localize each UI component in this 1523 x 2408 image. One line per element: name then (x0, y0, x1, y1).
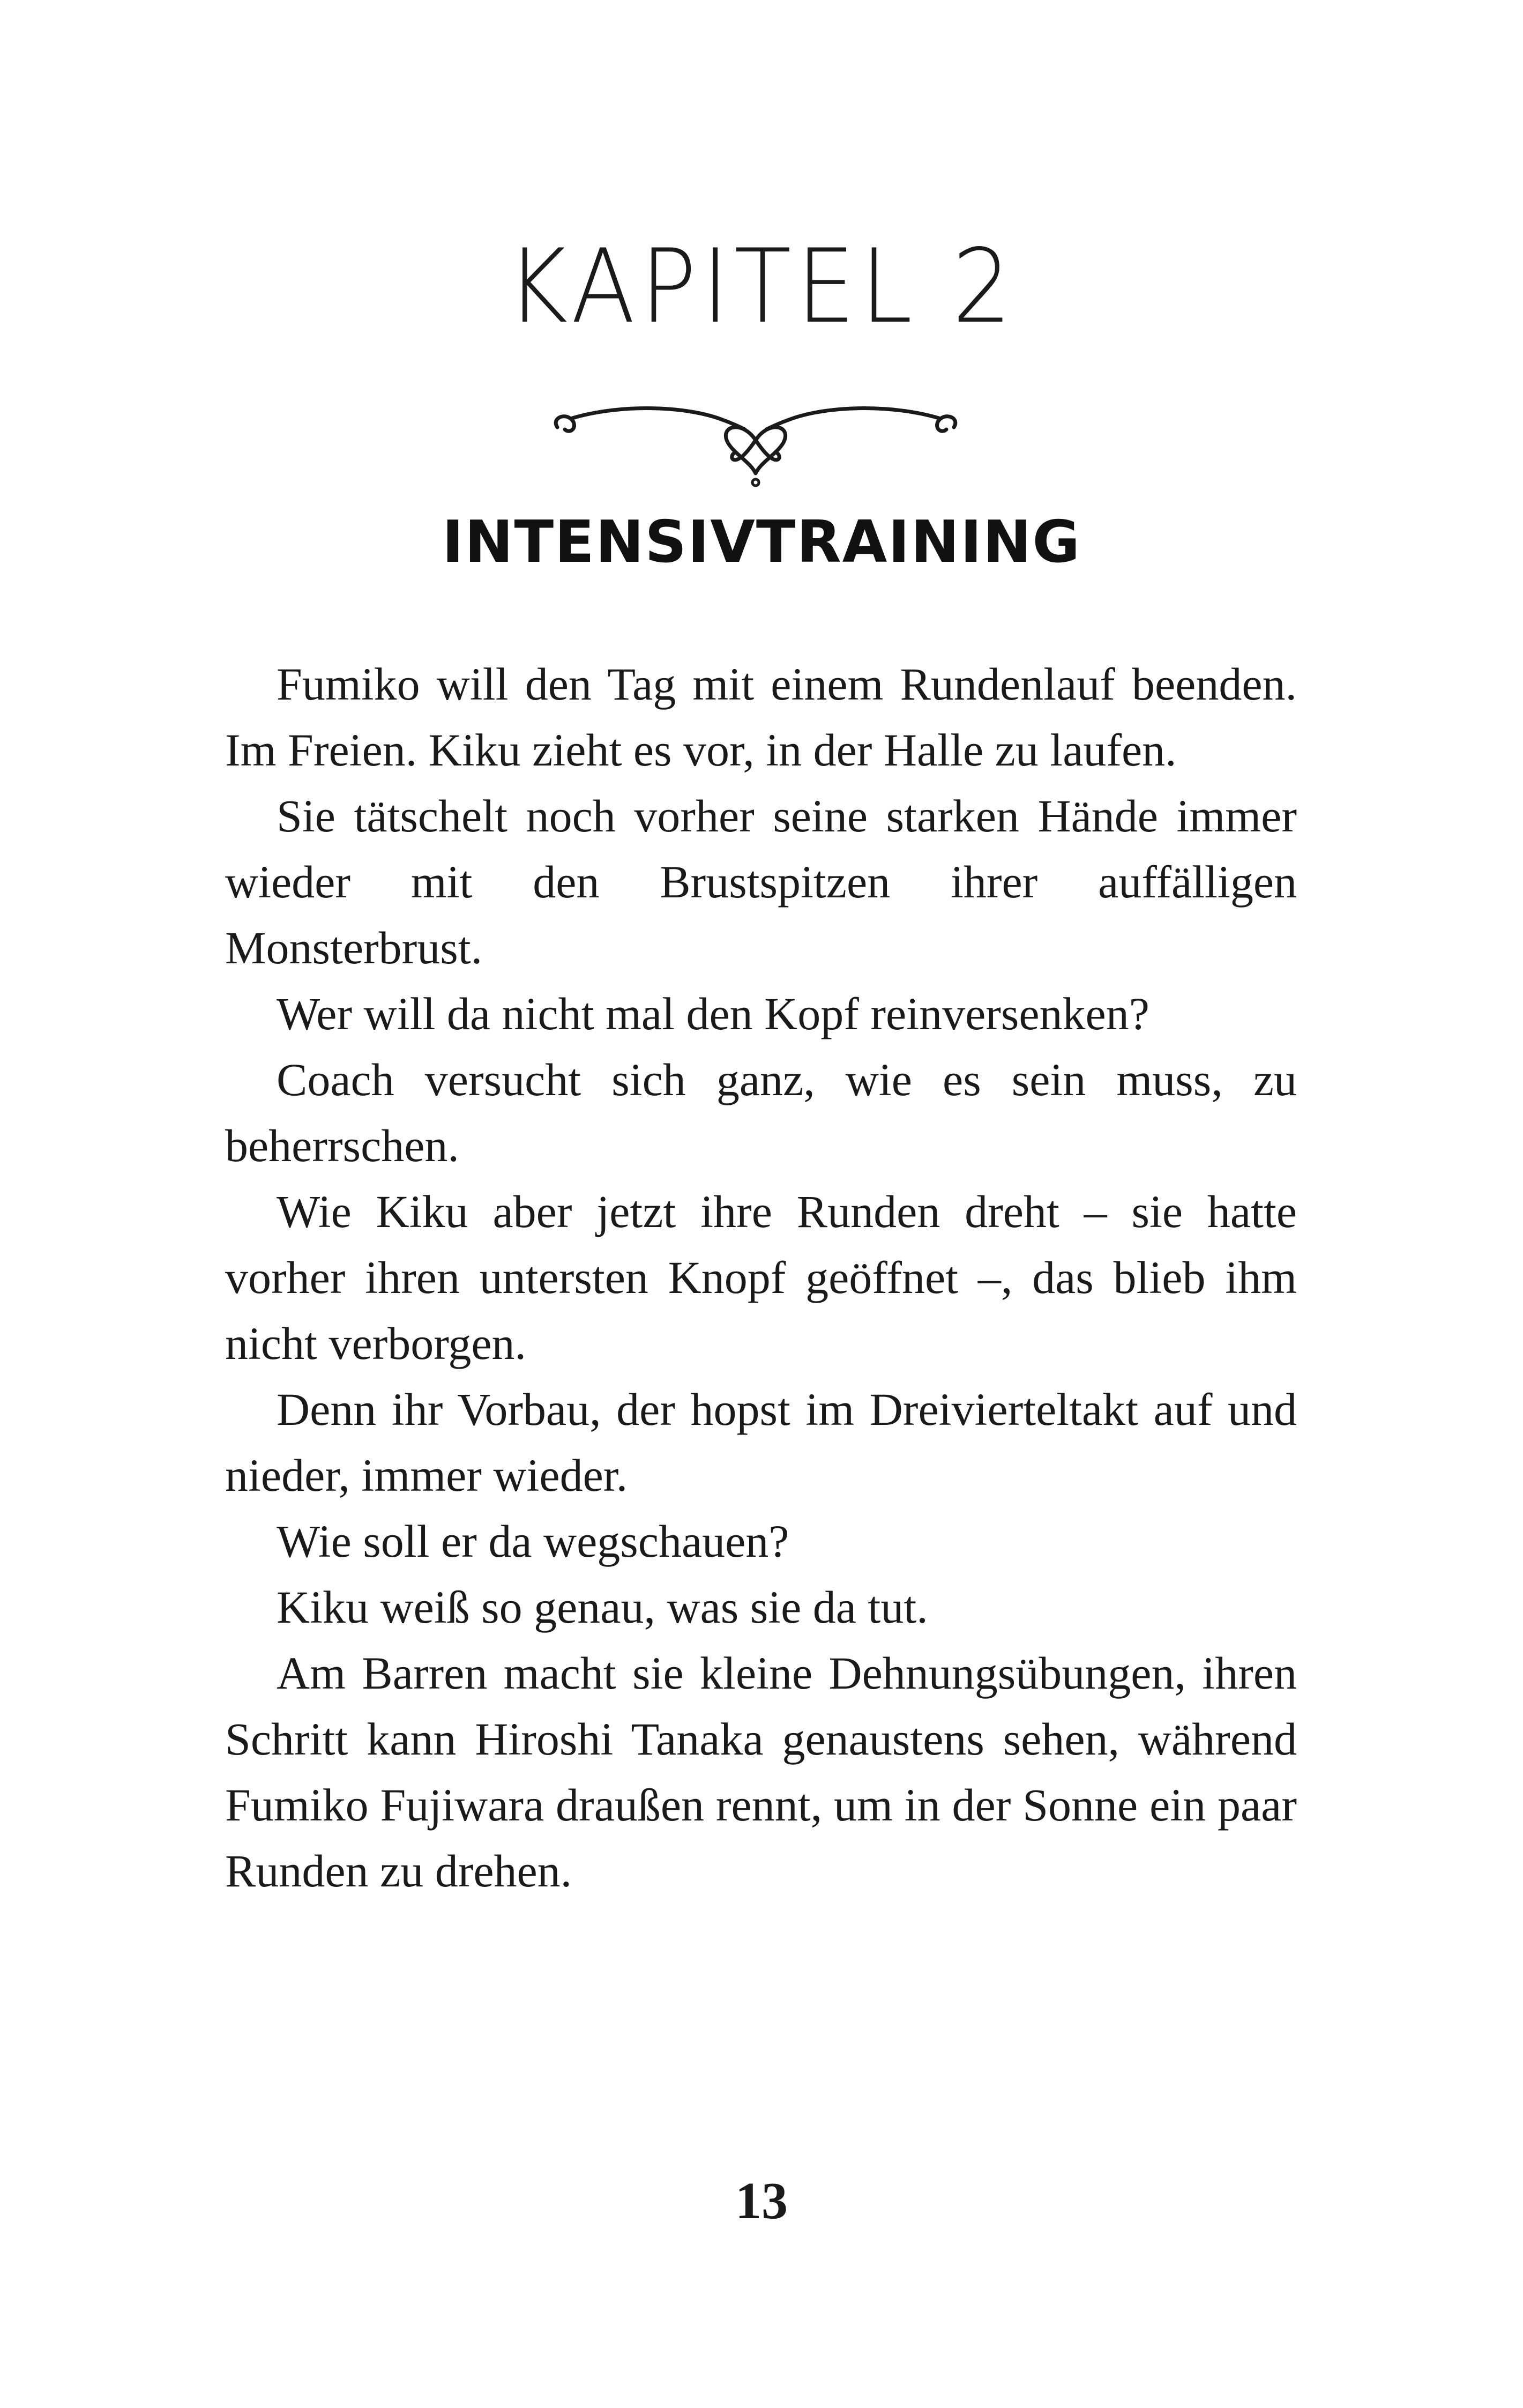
heart-flourish-icon (541, 394, 970, 490)
chapter-subtitle: INTENSIVTRAINING (442, 509, 1081, 576)
paragraph: Coach versucht sich ganz, wie es sein muss, zu beherrschen. (225, 1054, 1297, 1171)
paragraph: Wie soll er da wegschauen? (277, 1515, 789, 1567)
chapter-title: KAPITEL 2 (506, 227, 1017, 346)
page-number: 13 (735, 2172, 788, 2230)
paragraph: Kiku weiß so genau, was sie da tut. (277, 1581, 928, 1633)
chapter-body (225, 651, 1297, 1904)
paragraph: Fumiko will den Tag mit einem Rundenlauf beenden. Im Freien. Kiku zieht es vor, in der Halle zu laufen. (225, 658, 1297, 776)
paragraph: Am Barren macht sie kleine Dehnungsübungen, ihren Schritt kann Hiroshi Tanaka genaustens sehen, während Fumiko Fujiwara draußen rennt, um in der Sonne ein paar Runden zu drehen. (225, 1647, 1297, 1897)
paragraph: Wie Kiku aber jetzt ihre Runden dreht – sie hatte vorher ihren untersten Knopf geöffnet –, das blieb ihm nicht verborgen. (225, 1186, 1297, 1369)
paragraph: Denn ihr Vorbau, der hopst im Dreivierteltakt auf und nieder, immer wieder. (225, 1384, 1297, 1501)
paragraph: Wer will da nicht mal den Kopf reinversenken? (277, 988, 1149, 1039)
paragraph: Sie tätschelt noch vorher seine starken Hände immer wieder mit den Brustspitzen ihrer auffälligen Monsterbrust. (225, 790, 1297, 973)
